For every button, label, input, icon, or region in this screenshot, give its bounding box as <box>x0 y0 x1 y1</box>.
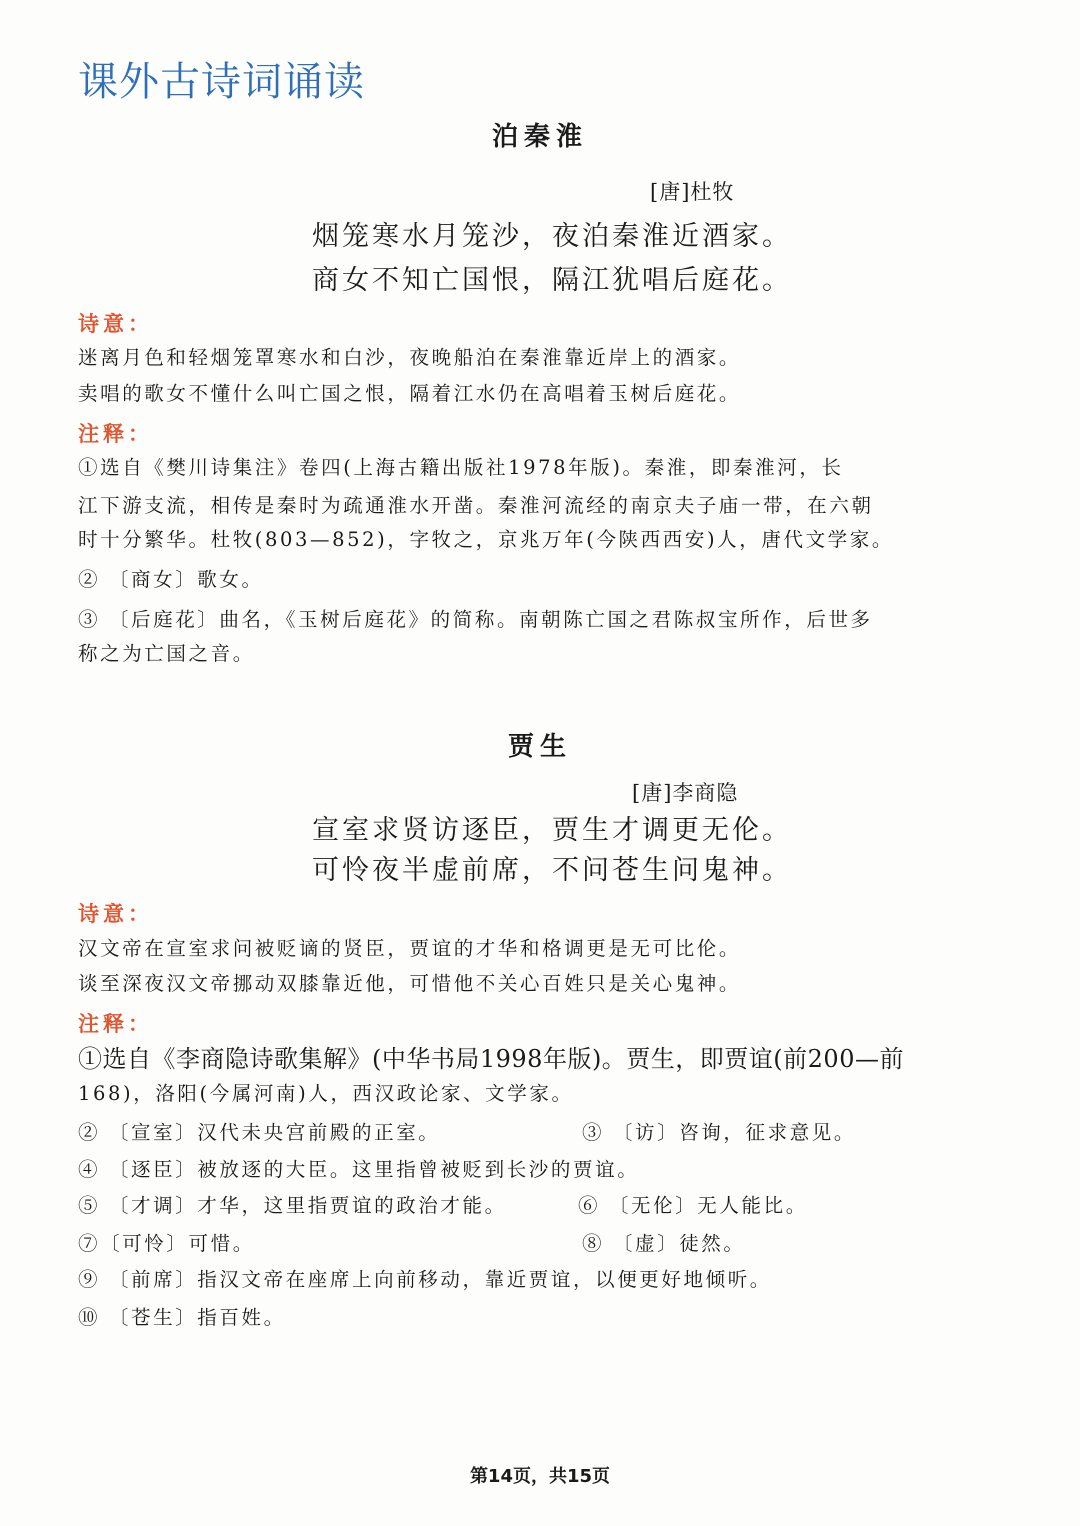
meaning-label: 诗意： <box>78 901 153 926</box>
notes-label: 注释： <box>78 1011 153 1036</box>
note-line: ⑦〔可怜〕可惜。 <box>78 1232 255 1255</box>
note-line: 时十分繁华。杜牧(803—852)，字牧之，京兆万年(今陕西西安)人，唐代文学家。 <box>78 528 894 551</box>
note-line: 168)，洛阳(今属河南)人，西汉政论家、文学家。 <box>78 1082 574 1105</box>
poem-verse: 烟笼寒水月笼沙，夜泊秦淮近酒家。 <box>312 221 792 252</box>
note-line: ①选自《樊川诗集注》卷四(上海古籍出版社1978年版)。秦淮，即秦淮河，长 <box>78 456 844 479</box>
poem-verse: 宣室求贤访逐臣，贾生才调更无伦。 <box>312 815 792 846</box>
note-line: ⑧ 〔虚〕徒然。 <box>582 1232 746 1255</box>
note-line: ⑨ 〔前席〕指汉文帝在座席上向前移动，靠近贾谊，以便更好地倾听。 <box>78 1268 772 1291</box>
meaning-line: 卖唱的歌女不懂什么叫亡国之恨，隔着江水仍在高唱着玉树后庭花。 <box>78 382 742 405</box>
poem-author: [唐]李商隐 <box>632 781 739 805</box>
note-line: 江下游支流，相传是秦时为疏通淮水开凿。秦淮河流经的南京夫子庙一带，在六朝 <box>78 494 874 517</box>
note-line: ③ 〔后庭花〕曲名，《玉树后庭花》的简称。南朝陈亡国之君陈叔宝所作，后世多 <box>78 608 873 631</box>
note-line: ①选自《李商隐诗歌集解》(中华书局1998年版)。贾生，即贾谊(前200—前 <box>78 1045 904 1073</box>
note-line: ② 〔宣室〕汉代未央宫前殿的正室。 <box>78 1121 441 1144</box>
meaning-label: 诗意： <box>78 311 153 336</box>
meaning-line: 谈至深夜汉文帝挪动双膝靠近他，可惜他不关心百姓只是关心鬼神。 <box>78 972 742 995</box>
note-line: ⑩ 〔苍生〕指百姓。 <box>78 1306 286 1329</box>
poem-verse: 可怜夜半虚前席，不问苍生问鬼神。 <box>312 855 792 886</box>
poem-author: [唐]杜牧 <box>650 180 735 204</box>
note-line: ⑤ 〔才调〕才华，这里指贾谊的政治才能。 <box>78 1194 507 1217</box>
note-line: 称之为亡国之音。 <box>78 642 255 665</box>
note-line: ② 〔商女〕歌女。 <box>78 568 264 591</box>
page-title: 课外古诗词诵读 <box>78 59 365 105</box>
poem-title: 贾生 <box>507 732 572 762</box>
page-number: 第14页，共15页 <box>469 1466 611 1487</box>
poem-title: 泊秦淮 <box>491 122 588 152</box>
note-line: ③ 〔访〕咨询，征求意见。 <box>582 1121 856 1144</box>
note-line: ④ 〔逐臣〕被放逐的大臣。这里指曾被贬到长沙的贾谊。 <box>78 1158 640 1181</box>
notes-label: 注释： <box>78 421 153 446</box>
meaning-line: 迷离月色和轻烟笼罩寒水和白沙，夜晚船泊在秦淮靠近岸上的酒家。 <box>78 346 742 369</box>
note-line: ⑥ 〔无伦〕无人能比。 <box>578 1194 808 1217</box>
meaning-line: 汉文帝在宣室求问被贬谪的贤臣，贾谊的才华和格调更是无可比伦。 <box>78 937 742 960</box>
poem-verse: 商女不知亡国恨，隔江犹唱后庭花。 <box>312 265 792 296</box>
